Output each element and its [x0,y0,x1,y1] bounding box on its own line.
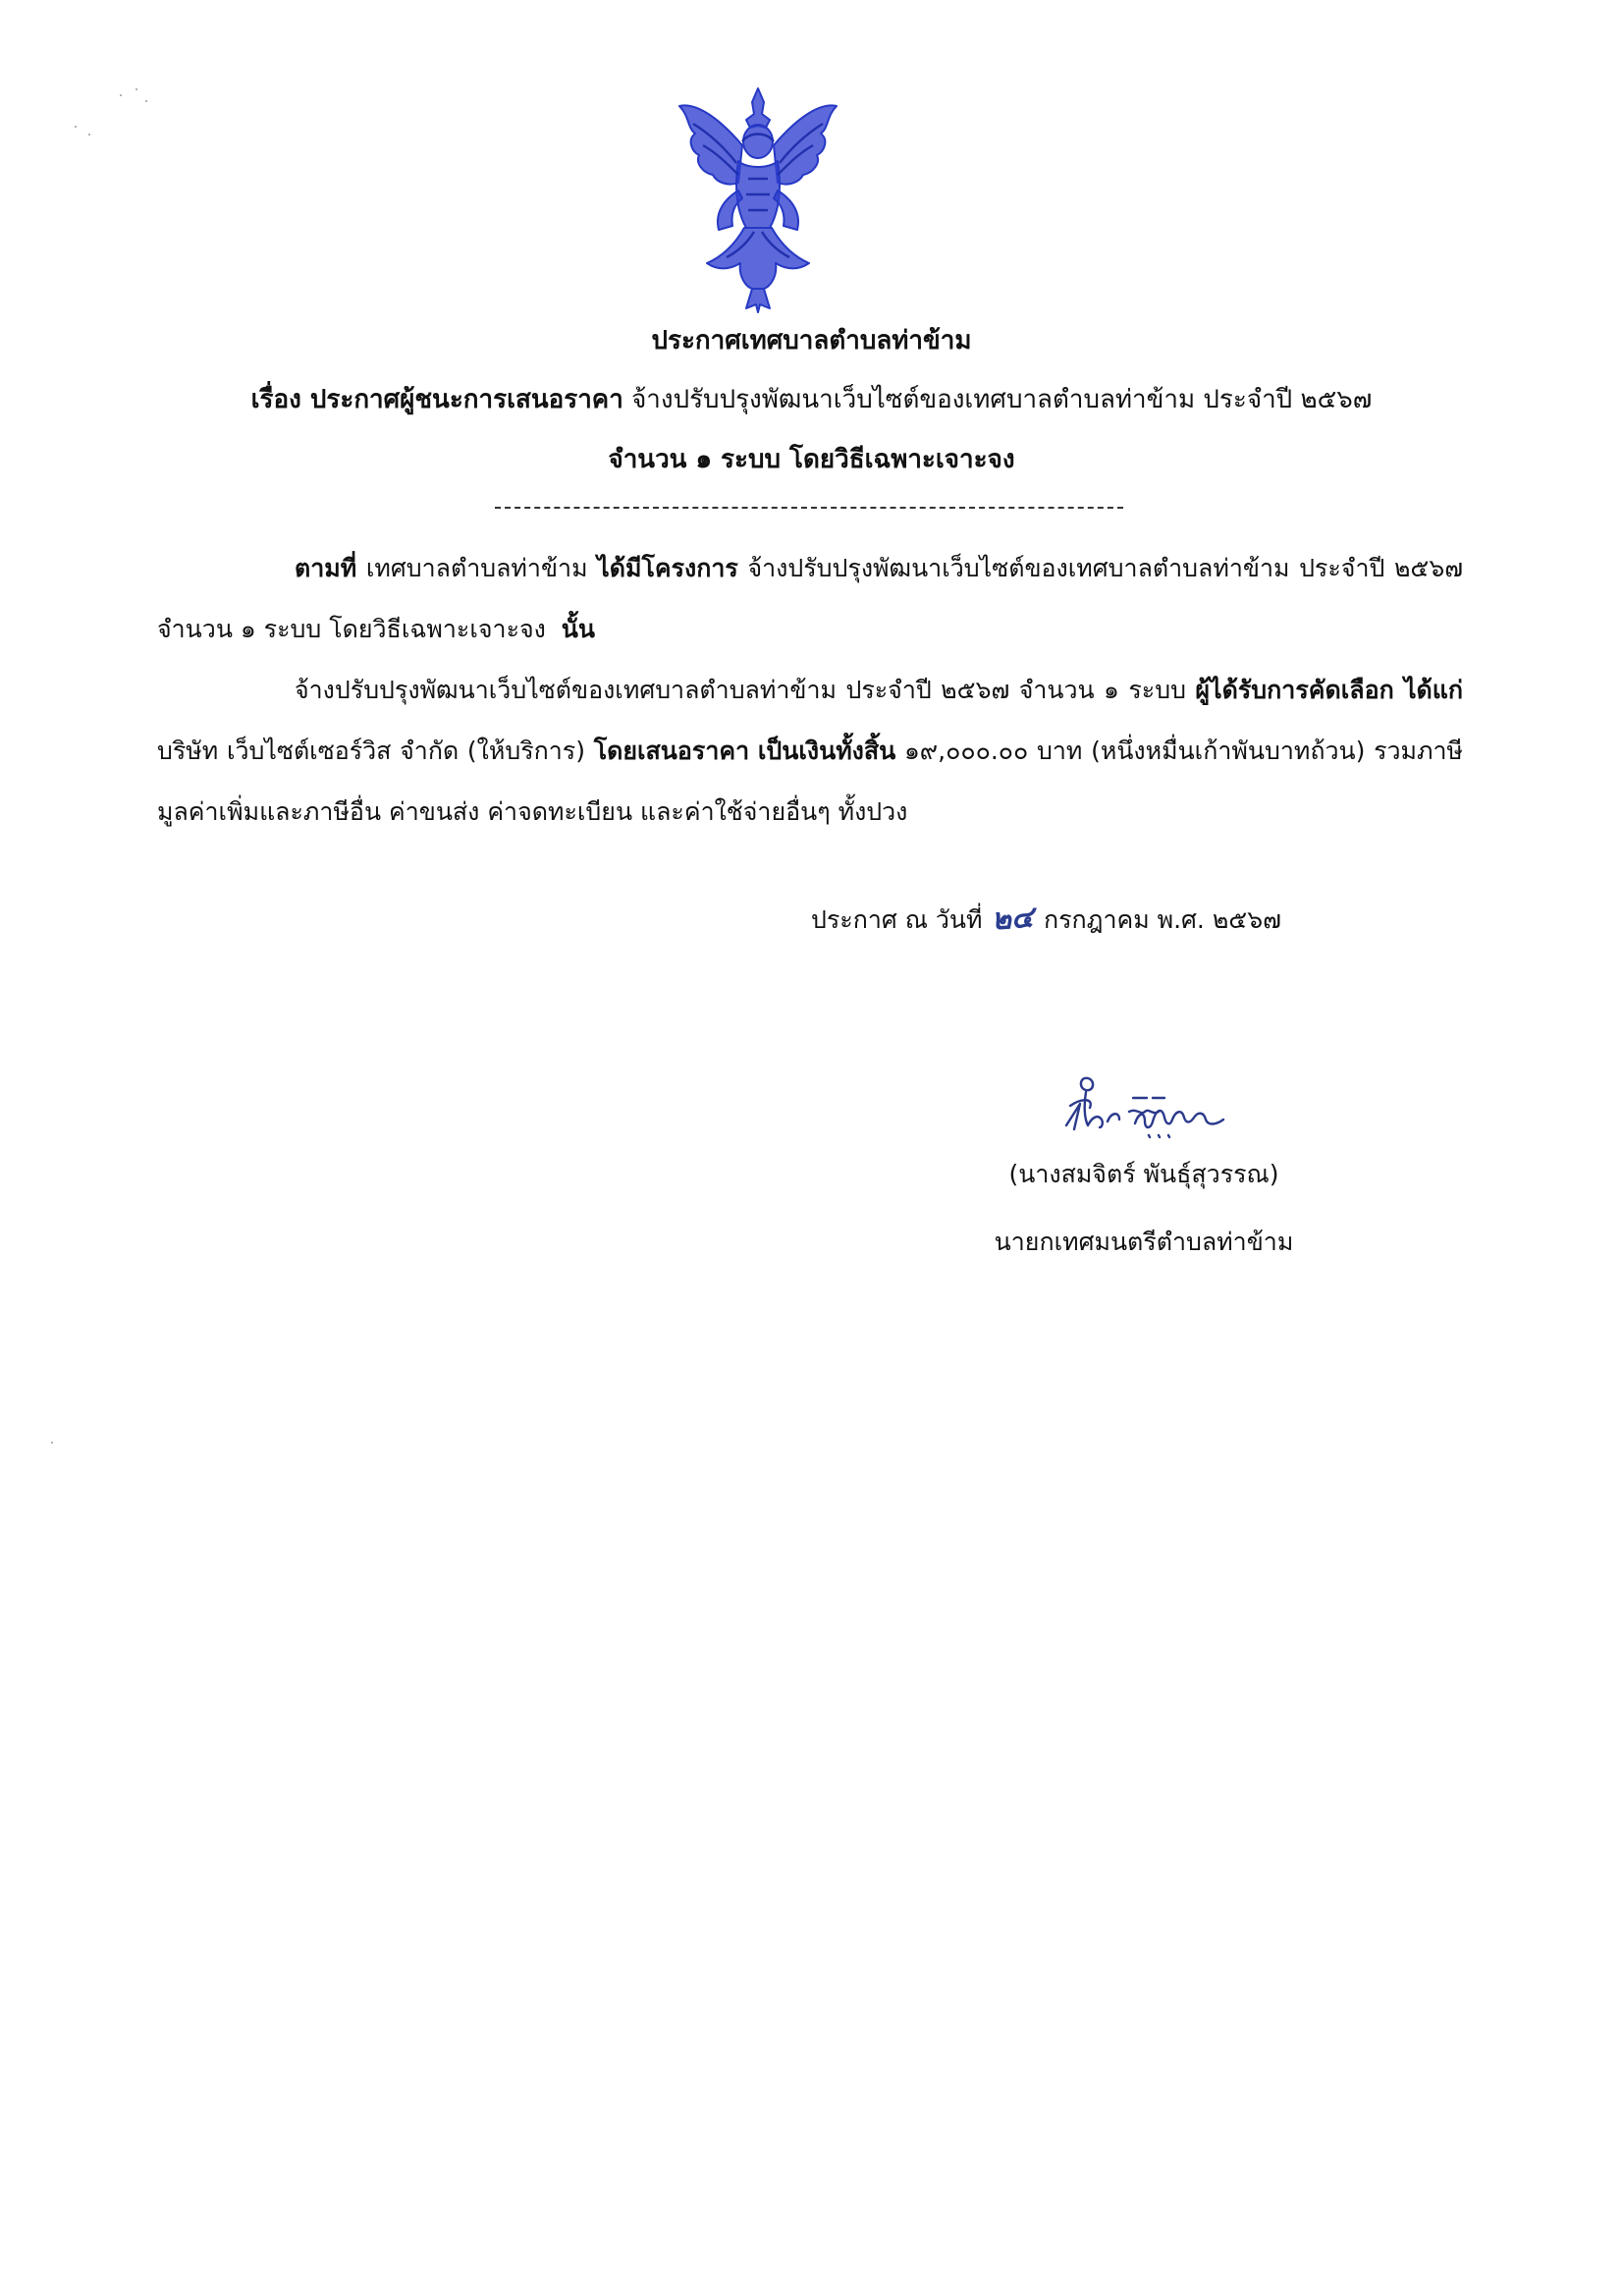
p2-amount: ๑๙,๐๐๐.๐๐ บาท (หนึ่งหมื่นเก้าพันบาทถ้วน) [903,737,1366,765]
signatory-position: นายกเทศมนตรีตำบลท่าข้าม [994,1228,1294,1256]
p1-agency: เทศบาลตำบลท่าข้าม [365,554,588,582]
p2-selected-label: ผู้ได้รับการคัดเลือก ได้แก่ [1195,676,1463,704]
p2-offer-label: โดยเสนอราคา [593,737,750,765]
p2-project: จ้างปรับปรุงพัฒนาเว็บไซต์ของเทศบาลตำบลท่าข้าม ประจำปี ๒๕๖๗ จำนวน ๑ ระบบ [295,676,1186,704]
section-divider [495,507,1123,509]
paragraph-project-background [157,538,1463,660]
scan-speck [135,88,137,90]
announcement-date [811,896,1281,942]
subject-text: จ้างปรับปรุงพัฒนาเว็บไซต์ของเทศบาลตำบลท่าข้าม ประจำปี ๒๕๖๗ [631,385,1373,414]
scan-speck [145,100,147,102]
signatory-name: (นางสมจิตร์ พันธุ์สุวรรณ) [1008,1160,1279,1188]
announcement-subject-line2: จำนวน ๑ ระบบ โดยวิธีเฉพาะเจาะจง [608,445,1015,474]
p2-total-label: เป็นเงินทั้งสิ้น [757,737,896,765]
garuda-emblem-icon [674,84,842,316]
scan-speck [75,126,77,128]
announcement-title: ประกาศเทศบาลตำบลท่าข้าม [651,326,972,355]
date-day-handwritten: ๒๔ [991,900,1036,938]
p2-tail: รวมภาษีมูลค่าเพิ่มและภาษีอื่น ค่าขนส่ง ค่าจดทะเบียน และค่าใช้จ่ายอื่นๆ ทั้งปวง [157,737,1464,826]
date-month-year: กรกฎาคม พ.ศ. ๒๕๖๗ [1043,905,1281,934]
p1-project: จ้างปรับปรุงพัฒนาเว็บไซต์ของเทศบาลตำบลท่าข้าม ประจำปี ๒๕๖๗ จำนวน ๑ ระบบ โดยวิธีเฉพาะเจาะจง [157,554,1464,643]
p1-end: นั้น [561,615,595,643]
date-prefix: ประกาศ ณ วันที่ [811,905,983,934]
scan-speck [88,134,90,136]
subject-label: เรื่อง ประกาศผู้ชนะการเสนอราคา [250,385,623,414]
scan-speck [51,1442,53,1444]
p2-company: บริษัท เว็บไซต์เซอร์วิส จำกัด (ให้บริการ) [157,737,585,765]
scan-speck [120,94,122,96]
announcement-subject [0,379,1623,419]
p1-lead: ตามที่ [295,554,357,582]
paragraph-winner [157,660,1463,843]
handwritten-signature-icon [1051,1068,1247,1149]
p1-has-project: ได้มีโครงการ [597,554,738,582]
